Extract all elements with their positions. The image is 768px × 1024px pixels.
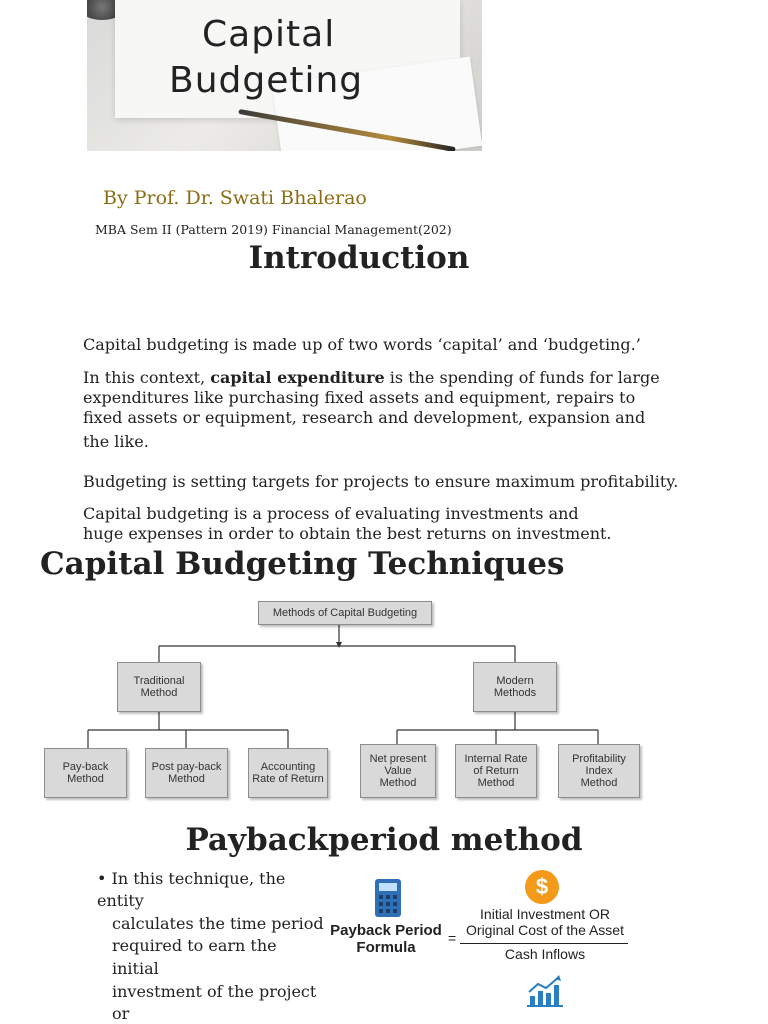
pi-label-3: Method — [580, 777, 618, 789]
bullet-line-6: investment of the project — [112, 982, 317, 1001]
fraction-bar — [460, 943, 628, 944]
numerator-line-2: Original Cost of the Asset — [466, 922, 624, 938]
author-name: By Prof. Dr. Swati Bhalerao — [103, 187, 367, 209]
payback-heading: Paybackperiod method — [185, 822, 583, 858]
pi-method-box — [558, 744, 640, 798]
payback-label-1: Pay-back — [62, 761, 109, 773]
bullet-line-2: entity — [97, 891, 144, 910]
npv-method-box — [360, 744, 436, 798]
traditional-label-1: Traditional — [133, 675, 185, 687]
modern-label-1: Modern — [496, 675, 534, 687]
formula-label-1: Payback Period — [330, 922, 442, 939]
bullet-line-4: required to earn the — [112, 936, 277, 955]
modern-label-2: Methods — [493, 687, 537, 699]
irr-label-3: Method — [477, 777, 515, 789]
formula-label-2: Formula — [356, 939, 416, 956]
bullet-line-3: calculates the time period — [112, 914, 324, 933]
intro-paragraph-1: Capital budgeting is made up of two words ‘capital’ and ‘budgeting.’ — [83, 335, 641, 354]
formula-numerator — [460, 906, 630, 938]
p4-line1: Capital budgeting is a process of evaluating investments and — [83, 504, 579, 523]
payback-label-2: Method — [67, 773, 104, 785]
payback-method-box — [44, 748, 127, 798]
irr-label-1: Internal Rate — [464, 753, 528, 765]
intro-paragraph-4 — [83, 504, 693, 544]
traditional-method-box — [117, 662, 201, 712]
irr-method-box — [455, 744, 537, 798]
arr-method-box — [248, 748, 328, 798]
p2-bold-term: capital expenditure — [210, 368, 385, 387]
intro-paragraph-2 — [83, 368, 693, 452]
npv-label-3: Method — [379, 777, 417, 789]
intro-paragraph-3: Budgeting is setting targets for projects to ensure maximum profitability. — [83, 472, 679, 491]
cover-title-line2: Budgeting — [169, 60, 364, 101]
cover-image — [87, 0, 482, 151]
intro-heading: Introduction — [248, 240, 470, 276]
arr-label-1: Accounting — [260, 761, 316, 773]
post-payback-label-1: Post pay-back — [151, 761, 222, 773]
irr-label-2: of Return — [473, 765, 519, 777]
p2-line3: fixed assets or equipment, research and development, expansion and — [83, 408, 646, 427]
modern-methods-box — [473, 662, 557, 712]
calculator-icon — [374, 878, 402, 918]
payback-formula — [328, 870, 638, 1020]
formula-denominator: Cash Inflows — [504, 946, 586, 962]
course-info: MBA Sem II (Pattern 2019) Financial Management(202) — [95, 222, 452, 237]
npv-label-1: Net present — [369, 753, 427, 765]
npv-label-2: Value — [384, 765, 412, 777]
pi-label-2: Index — [585, 765, 613, 777]
p2-line1-rest: is the spending of funds for large — [384, 368, 660, 387]
dollar-icon: $ — [525, 870, 559, 904]
p2-line2: expenditures like purchasing fixed assets and equipment, repairs to — [83, 388, 636, 407]
p4-line2: huge expenses in order to obtain the best returns on investment. — [83, 524, 612, 543]
numerator-line-1: Initial Investment OR — [480, 906, 610, 922]
post-payback-method-box — [145, 748, 228, 798]
formula-label — [328, 922, 444, 956]
techniques-heading: Capital Budgeting Techniques — [40, 546, 565, 582]
pi-label-1: Profitability — [572, 753, 626, 765]
p2-line4: the like. — [83, 432, 149, 451]
bar-chart-icon — [526, 974, 564, 1008]
bullet-line-1: • In this technique, the — [97, 869, 286, 888]
p2-prefix: In this context, — [83, 368, 211, 387]
arr-label-2: Rate of Return — [252, 773, 324, 785]
cover-title-line1: Capital — [202, 14, 336, 55]
post-payback-label-2: Method — [168, 773, 205, 785]
traditional-label-2: Method — [140, 687, 178, 699]
root-method-label: Methods of Capital Budgeting — [272, 607, 418, 619]
formula-equals: = — [448, 930, 457, 946]
root-method-box — [258, 601, 432, 625]
methods-diagram — [42, 600, 642, 800]
bullet-line-5: initial — [112, 959, 159, 978]
bullet-line-7: or — [112, 1004, 130, 1023]
